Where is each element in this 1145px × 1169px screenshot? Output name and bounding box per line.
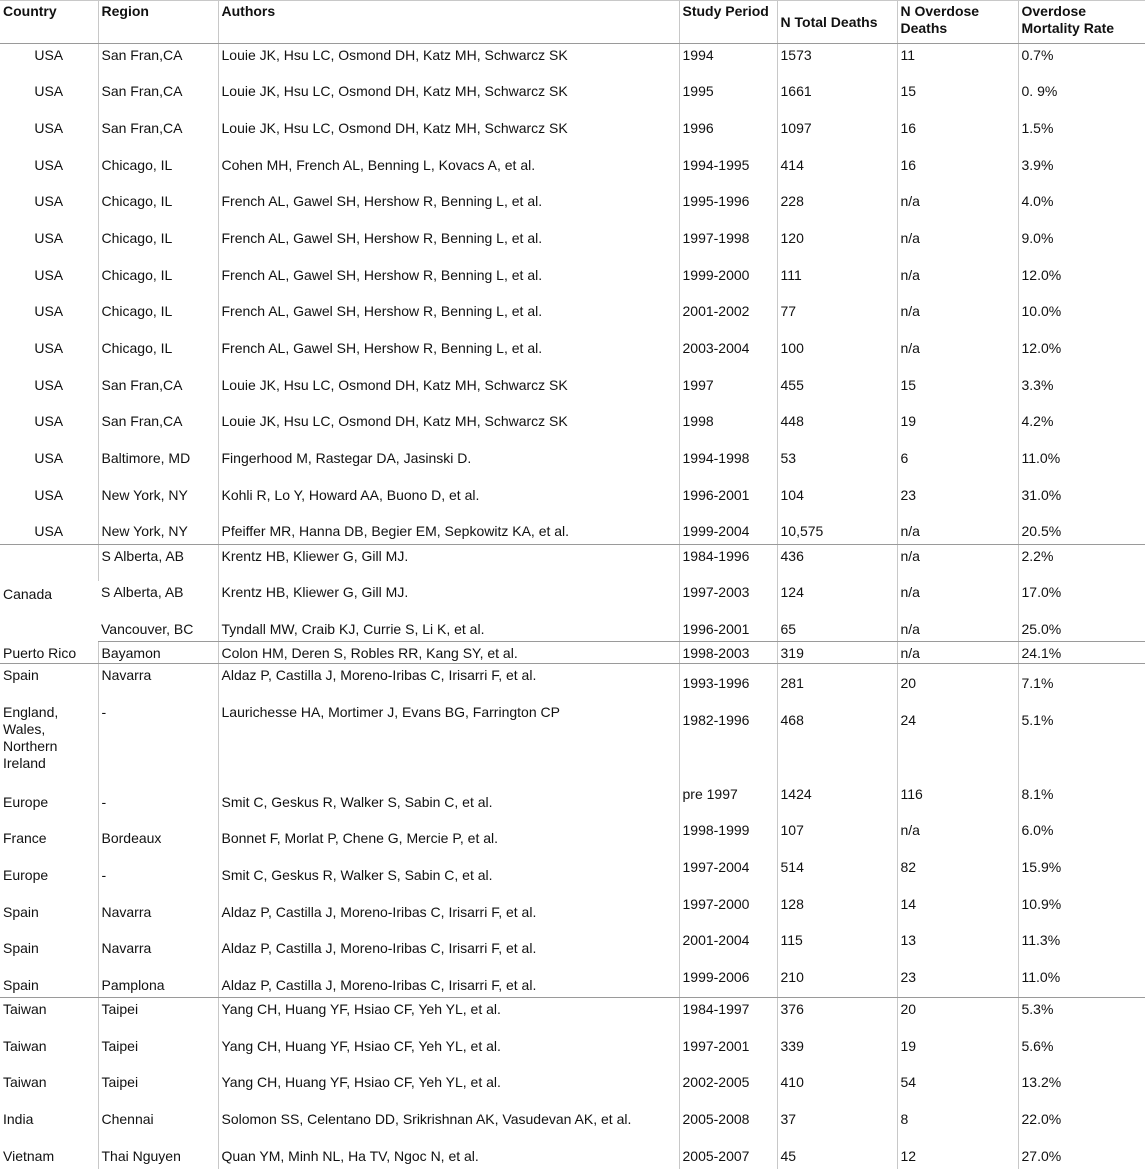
cell-authors: Louie JK, Hsu LC, Osmond DH, Katz MH, Schwarcz SK <box>218 374 679 411</box>
cell-region: San Fran,CA <box>98 410 218 447</box>
cell-period: 1994-1998 <box>679 447 777 484</box>
table-row <box>0 998 1145 1035</box>
cell-authors: Louie JK, Hsu LC, Osmond DH, Katz MH, Schwarcz SK <box>218 44 679 81</box>
cell-total: 436 <box>777 544 897 581</box>
table-row <box>0 664 1145 701</box>
cell-period: 1997-2003 <box>679 581 777 618</box>
cell-period: 1997-2004 <box>679 856 777 893</box>
table-row <box>0 227 1145 264</box>
cell-region: - <box>98 701 218 783</box>
cell-period: 2005-2007 <box>679 1145 777 1169</box>
cell-country: Canada <box>3 586 53 603</box>
cell-overdose: n/a <box>897 264 1018 301</box>
cell-overdose: 16 <box>897 154 1018 191</box>
cell-period: 2003-2004 <box>679 337 777 374</box>
cell-country: USA <box>0 520 98 544</box>
table-row <box>0 929 1145 966</box>
table-row <box>0 484 1145 521</box>
cell-country: India <box>3 1111 34 1127</box>
table-row <box>0 154 1145 191</box>
cell-region: - <box>98 783 218 820</box>
table-row <box>0 701 1145 783</box>
cell-region: Thai Nguyen <box>98 1145 218 1169</box>
table-row <box>0 1145 1145 1169</box>
cell-rate: 27.0% <box>1018 1145 1145 1169</box>
cell-region: S Alberta, AB <box>101 584 184 601</box>
cell-overdose: n/a <box>897 618 1018 642</box>
cell-rate: 24.1% <box>1018 642 1145 664</box>
cell-authors: Aldaz P, Castilla J, Moreno-Iribas C, Irisarri F, et al. <box>218 664 679 701</box>
cell-region: Pamplona <box>98 966 218 998</box>
cell-overdose: 12 <box>897 1145 1018 1169</box>
cell-region: Taipei <box>98 1071 218 1108</box>
cell-country: England, Wales, Northern Ireland <box>3 703 59 771</box>
cell-region: Chicago, IL <box>98 190 218 227</box>
cell-overdose: 14 <box>897 893 1018 930</box>
cell-country: Taiwan <box>3 1074 47 1091</box>
cell-period: 1984-1997 <box>679 998 777 1035</box>
cell-overdose: 8 <box>897 1108 1018 1145</box>
cell-overdose: 11 <box>897 44 1018 81</box>
cell-authors: Solomon SS, Celentano DD, Srikrishnan AK, Vasudevan AK, et al. <box>218 1108 679 1145</box>
cell-rate: 11.0% <box>1018 447 1145 484</box>
cell-total: 120 <box>777 227 897 264</box>
cell-overdose: 24 <box>897 701 1018 783</box>
cell-region: Chicago, IL <box>98 337 218 374</box>
cell-rate: 11.3% <box>1018 929 1145 966</box>
cell-overdose: 19 <box>897 1035 1018 1072</box>
cell-country: USA <box>34 413 64 430</box>
cell-region: Chennai <box>98 1108 218 1145</box>
cell-total: 65 <box>777 618 897 642</box>
cell-rate: 5.6% <box>1018 1035 1145 1072</box>
header-total-deaths: N Total Deaths <box>777 1 897 44</box>
table-row <box>0 337 1145 374</box>
header-country: Country <box>0 1 98 44</box>
cell-overdose: 13 <box>897 929 1018 966</box>
cell-country: Spain <box>0 966 98 998</box>
cell-region: Baltimore, MD <box>98 447 218 484</box>
cell-overdose: n/a <box>897 227 1018 264</box>
cell-total: 1661 <box>777 80 897 117</box>
cell-period: 1995-1996 <box>679 190 777 227</box>
cell-total: 281 <box>777 664 897 701</box>
cell-overdose: 82 <box>897 856 1018 893</box>
cell-country: Puerto Rico <box>0 642 98 664</box>
table-row <box>0 447 1145 484</box>
cell-country: France <box>3 830 47 847</box>
cell-period: 2001-2004 <box>679 929 777 966</box>
cell-authors: French AL, Gawel SH, Hershow R, Benning L, et al. <box>218 227 679 264</box>
cell-region: Chicago, IL <box>98 264 218 301</box>
cell-total: 448 <box>777 410 897 447</box>
cell-rate: 8.1% <box>1018 783 1145 820</box>
cell-rate: 20.5% <box>1018 520 1145 544</box>
cell-total: 339 <box>777 1035 897 1072</box>
cell-authors: Bonnet F, Morlat P, Chene G, Mercie P, et al. <box>218 819 679 856</box>
table-row <box>0 966 1145 998</box>
cell-country: Taiwan <box>3 1037 47 1054</box>
cell-period: 1997-2000 <box>679 893 777 930</box>
cell-overdose: n/a <box>897 337 1018 374</box>
cell-total: 128 <box>777 893 897 930</box>
cell-authors: Fingerhood M, Rastegar DA, Jasinski D. <box>218 447 679 484</box>
cell-overdose: 23 <box>897 966 1018 998</box>
cell-overdose: n/a <box>897 642 1018 664</box>
cell-region: Bordeaux <box>98 819 218 856</box>
cell-total: 1097 <box>777 117 897 154</box>
cell-period: 1997-2001 <box>679 1035 777 1072</box>
table-row <box>0 410 1145 447</box>
cell-authors: Tyndall MW, Craib KJ, Currie S, Li K, et al. <box>218 618 679 642</box>
cell-region: New York, NY <box>98 520 218 544</box>
table-row <box>0 300 1145 337</box>
cell-authors: Smit C, Geskus R, Walker S, Sabin C, et al. <box>218 783 679 820</box>
cell-total: 104 <box>777 484 897 521</box>
cell-country: USA <box>34 340 64 356</box>
cell-authors: Quan YM, Minh NL, Ha TV, Ngoc N, et al. <box>218 1145 679 1169</box>
cell-total: 77 <box>777 300 897 337</box>
cell-rate: 6.0% <box>1018 819 1145 856</box>
table-row <box>0 44 1145 81</box>
cell-authors: Louie JK, Hsu LC, Osmond DH, Katz MH, Schwarcz SK <box>218 80 679 117</box>
cell-total: 410 <box>777 1071 897 1108</box>
cell-authors: Krentz HB, Kliewer G, Gill MJ. <box>218 544 679 581</box>
cell-region: Navarra <box>98 893 218 930</box>
cell-rate: 22.0% <box>1018 1108 1145 1145</box>
cell-overdose: n/a <box>897 300 1018 337</box>
cell-overdose: 6 <box>897 447 1018 484</box>
cell-total: 37 <box>777 1108 897 1145</box>
cell-rate: 17.0% <box>1018 581 1145 618</box>
cell-total: 468 <box>777 701 897 783</box>
cell-total: 1424 <box>777 783 897 820</box>
cell-total: 1573 <box>777 44 897 81</box>
cell-region: Taipei <box>98 1035 218 1072</box>
cell-authors: Smit C, Geskus R, Walker S, Sabin C, et al. <box>218 856 679 893</box>
table-row <box>0 1108 1145 1145</box>
cell-authors: Cohen MH, French AL, Benning L, Kovacs A, et al. <box>218 154 679 191</box>
cell-country: Vietnam <box>3 1147 55 1164</box>
cell-rate: 10.0% <box>1018 300 1145 337</box>
cell-period: 1999-2004 <box>679 520 777 544</box>
header-row <box>0 1 1145 44</box>
cell-country: USA <box>34 486 64 503</box>
cell-rate: 5.3% <box>1018 998 1145 1035</box>
table-row <box>0 117 1145 154</box>
table-row <box>0 374 1145 411</box>
cell-overdose: 54 <box>897 1071 1018 1108</box>
cell-region: Chicago, IL <box>98 300 218 337</box>
cell-rate: 13.2% <box>1018 1071 1145 1108</box>
cell-country: USA <box>34 193 64 210</box>
cell-country: Taiwan <box>3 1001 47 1018</box>
cell-overdose: 15 <box>897 374 1018 411</box>
cell-rate: 9.0% <box>1018 227 1145 264</box>
cell-period: pre 1997 <box>679 783 777 820</box>
cell-country: USA <box>34 450 64 467</box>
cell-region: San Fran,CA <box>98 80 218 117</box>
cell-total: 376 <box>777 998 897 1035</box>
cell-region: - <box>98 856 218 893</box>
cell-period: 1993-1996 <box>679 664 777 701</box>
cell-overdose: 116 <box>897 783 1018 820</box>
cell-authors: Louie JK, Hsu LC, Osmond DH, Katz MH, Schwarcz SK <box>218 117 679 154</box>
cell-rate: 15.9% <box>1018 856 1145 893</box>
cell-authors: French AL, Gawel SH, Hershow R, Benning L, et al. <box>218 190 679 227</box>
cell-rate: 4.0% <box>1018 190 1145 227</box>
header-authors: Authors <box>218 1 679 44</box>
cell-period: 1996 <box>679 117 777 154</box>
cell-rate: 2.2% <box>1018 544 1145 581</box>
cell-total: 514 <box>777 856 897 893</box>
cell-rate: 0.7% <box>1018 44 1145 81</box>
cell-overdose: n/a <box>897 190 1018 227</box>
cell-country: Europe <box>3 793 49 810</box>
cell-authors: Yang CH, Huang YF, Hsiao CF, Yeh YL, et al. <box>218 1071 679 1108</box>
cell-overdose: 23 <box>897 484 1018 521</box>
cell-authors: French AL, Gawel SH, Hershow R, Benning L, et al. <box>218 300 679 337</box>
cell-authors: Louie JK, Hsu LC, Osmond DH, Katz MH, Schwarcz SK <box>218 410 679 447</box>
cell-region: Navarra <box>98 929 218 966</box>
cell-rate: 12.0% <box>1018 337 1145 374</box>
table-row <box>0 544 1145 581</box>
table-row <box>0 856 1145 893</box>
cell-region: Chicago, IL <box>98 154 218 191</box>
cell-authors: Aldaz P, Castilla J, Moreno-Iribas C, Irisarri F, et al. <box>218 929 679 966</box>
cell-country: USA <box>34 83 64 100</box>
cell-authors: Colon HM, Deren S, Robles RR, Kang SY, et al. <box>218 642 679 664</box>
cell-region: Chicago, IL <box>98 227 218 264</box>
cell-period: 1982-1996 <box>679 701 777 783</box>
cell-period: 1999-2000 <box>679 264 777 301</box>
cell-country: Spain <box>3 903 39 920</box>
cell-authors: Laurichesse HA, Mortimer J, Evans BG, Farrington CP <box>218 701 679 783</box>
cell-overdose: n/a <box>897 544 1018 581</box>
table-row <box>0 190 1145 227</box>
cell-country: USA <box>34 376 64 393</box>
cell-overdose: n/a <box>897 819 1018 856</box>
table-row <box>0 581 1145 618</box>
cell-total: 10,575 <box>777 520 897 544</box>
cell-country: USA <box>34 266 64 283</box>
cell-authors: Yang CH, Huang YF, Hsiao CF, Yeh YL, et al. <box>218 1035 679 1072</box>
cell-country: Spain <box>3 940 39 957</box>
cell-region: S Alberta, AB <box>98 544 218 581</box>
cell-authors: French AL, Gawel SH, Hershow R, Benning L, et al. <box>218 264 679 301</box>
cell-total: 455 <box>777 374 897 411</box>
cell-overdose: 16 <box>897 117 1018 154</box>
cell-authors: Krentz HB, Kliewer G, Gill MJ. <box>218 581 679 618</box>
table-row <box>0 618 1145 642</box>
cell-total: 124 <box>777 581 897 618</box>
header-overdose-rate: Overdose Mortality Rate <box>1018 1 1145 44</box>
cell-total: 115 <box>777 929 897 966</box>
cell-authors: Yang CH, Huang YF, Hsiao CF, Yeh YL, et al. <box>218 998 679 1035</box>
cell-period: 1998-1999 <box>679 819 777 856</box>
cell-region: Navarra <box>98 664 218 701</box>
cell-total: 107 <box>777 819 897 856</box>
cell-rate: 25.0% <box>1018 618 1145 642</box>
cell-period: 1997 <box>679 374 777 411</box>
cell-total: 210 <box>777 966 897 998</box>
table-row <box>0 264 1145 301</box>
cell-authors: Pfeiffer MR, Hanna DB, Begier EM, Sepkowitz KA, et al. <box>218 520 679 544</box>
cell-country: USA <box>34 47 64 63</box>
cell-region: San Fran,CA <box>98 374 218 411</box>
cell-total: 414 <box>777 154 897 191</box>
cell-rate: 10.9% <box>1018 893 1145 930</box>
cell-country: USA <box>34 303 64 320</box>
cell-overdose: n/a <box>897 520 1018 544</box>
cell-region: Taipei <box>98 998 218 1035</box>
table-row <box>0 80 1145 117</box>
cell-period: 2001-2002 <box>679 300 777 337</box>
cell-period: 1998-2003 <box>679 642 777 664</box>
cell-total: 111 <box>777 264 897 301</box>
cell-period: 2002-2005 <box>679 1071 777 1108</box>
cell-period: 1999-2006 <box>679 966 777 998</box>
cell-period: 1996-2001 <box>679 484 777 521</box>
cell-period: 1998 <box>679 410 777 447</box>
cell-country: USA <box>34 119 64 136</box>
cell-rate: 12.0% <box>1018 264 1145 301</box>
table-row <box>0 1035 1145 1072</box>
cell-authors: French AL, Gawel SH, Hershow R, Benning L, et al. <box>218 337 679 374</box>
cell-country: Europe <box>3 866 49 883</box>
cell-region: Bayamon <box>98 642 218 664</box>
cell-region: San Fran,CA <box>98 117 218 154</box>
table-row <box>0 520 1145 544</box>
table-row <box>0 783 1145 820</box>
cell-authors: Kohli R, Lo Y, Howard AA, Buono D, et al. <box>218 484 679 521</box>
header-region: Region <box>98 1 218 44</box>
cell-overdose: 15 <box>897 80 1018 117</box>
cell-rate: 4.2% <box>1018 410 1145 447</box>
cell-total: 100 <box>777 337 897 374</box>
cell-period: 2005-2008 <box>679 1108 777 1145</box>
table-row <box>0 893 1145 930</box>
table-row <box>0 1071 1145 1108</box>
cell-period: 1984-1996 <box>679 544 777 581</box>
cell-period: 1994-1995 <box>679 154 777 191</box>
cell-rate: 3.9% <box>1018 154 1145 191</box>
cell-total: 53 <box>777 447 897 484</box>
cell-authors: Aldaz P, Castilla J, Moreno-Iribas C, Irisarri F, et al. <box>218 966 679 998</box>
cell-rate: 11.0% <box>1018 966 1145 998</box>
cell-rate: 7.1% <box>1018 664 1145 701</box>
cell-total: 228 <box>777 190 897 227</box>
cell-overdose: 19 <box>897 410 1018 447</box>
cell-rate: 3.3% <box>1018 374 1145 411</box>
table-row <box>0 819 1145 856</box>
cell-rate: 31.0% <box>1018 484 1145 521</box>
cell-region: San Fran,CA <box>98 44 218 81</box>
cell-total: 45 <box>777 1145 897 1169</box>
cell-overdose: 20 <box>897 998 1018 1035</box>
cell-period: 1997-1998 <box>679 227 777 264</box>
cell-overdose: 20 <box>897 664 1018 701</box>
cell-period: 1995 <box>679 80 777 117</box>
table-row <box>0 642 1145 664</box>
cell-region: New York, NY <box>98 484 218 521</box>
cell-country: USA <box>34 229 64 246</box>
header-study-period: Study Period <box>679 1 777 44</box>
cell-country: Spain <box>3 667 39 684</box>
cell-region: Vancouver, BC <box>98 618 218 642</box>
cell-country: USA <box>34 156 64 173</box>
header-overdose-deaths: N Overdose Deaths <box>897 1 1018 44</box>
cell-period: 1994 <box>679 44 777 81</box>
cell-period: 1996-2001 <box>679 618 777 642</box>
cell-rate: 1.5% <box>1018 117 1145 154</box>
cell-total: 319 <box>777 642 897 664</box>
cell-overdose: n/a <box>897 581 1018 618</box>
cell-rate: 5.1% <box>1018 701 1145 783</box>
cell-rate: 0. 9% <box>1018 80 1145 117</box>
cell-authors: Aldaz P, Castilla J, Moreno-Iribas C, Irisarri F, et al. <box>218 893 679 930</box>
